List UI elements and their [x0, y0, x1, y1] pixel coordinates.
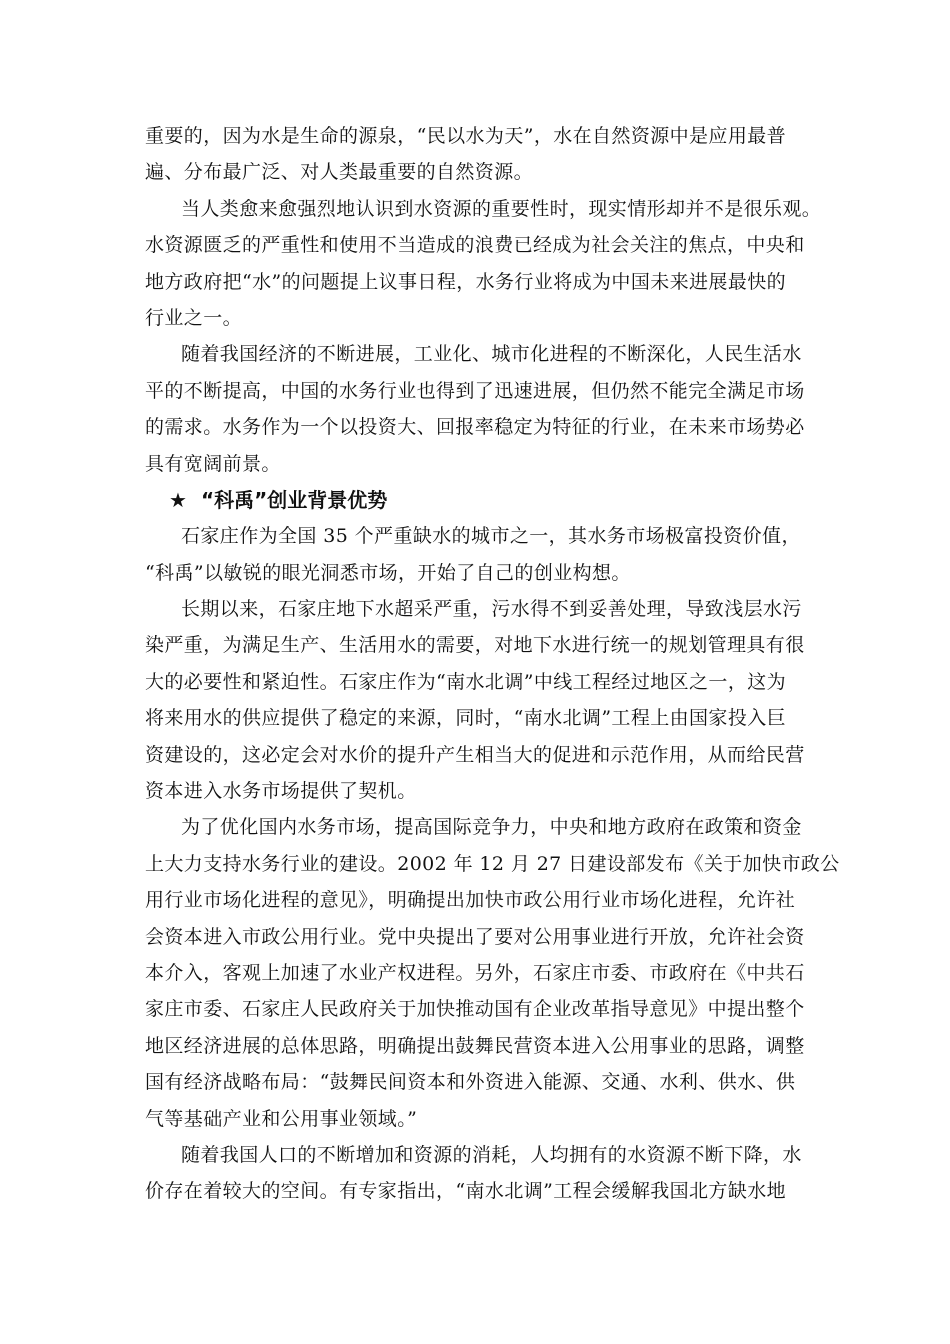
paragraph-line: 重要的，因为水是生命的源泉，“民以水为天”，水在自然资源中是应用最普: [145, 125, 787, 147]
paragraph-line: 石家庄作为全国 35 个严重缺水的城市之一，其水务市场极富投资价值，: [181, 525, 801, 548]
paragraph-line: 将来用水的供应提供了稳定的来源，同时，“南水北调”工程上由国家投入巨: [145, 707, 787, 730]
paragraph-line: 平的不断提高，中国的水务行业也得到了迅速进展，但仍然不能完全满足市场: [145, 379, 805, 402]
paragraph-2: [145, 191, 822, 337]
paragraph-line: 随着我国人口的不断增加和资源的消耗，人均拥有的水资源不断下降，水: [181, 1143, 802, 1166]
paragraph-line: 气等基础产业和公用事业领域。”: [145, 1107, 418, 1130]
paragraph-line: 水资源匮乏的严重性和使用不当造成的浪费已经成为社会关注的焦点，中央和: [145, 234, 805, 257]
paragraph-line: 行业之一。: [145, 306, 243, 329]
paragraph-line: 价存在着较大的空间。有专家指出，“南水北调”工程会缓解我国北方缺水地: [145, 1180, 787, 1203]
document-page: [145, 118, 840, 1210]
paragraph-line: 长期以来，石家庄地下水超采严重，污水得不到妥善处理，导致浅层水污: [181, 598, 802, 621]
paragraph-line: 上大力支持水务行业的建设。2002 年 12 月 27 日建设部发布《关于加快市政公: [145, 852, 840, 875]
paragraph-line: 遍、分布最广泛、对人类最重要的自然资源。: [145, 161, 534, 184]
paragraph-line: 的需求。水务作为一个以投资大、回报率稳定为特征的行业，在未来市场势必: [145, 416, 805, 439]
paragraph-line: 随着我国经济的不断进展，工业化、城市化进程的不断深化，人民生活水: [181, 343, 802, 366]
paragraph-line: 地方政府把“水”的问题提上议事日程，水务行业将成为中国未来进展最快的: [145, 270, 787, 293]
paragraph-6: [145, 809, 840, 1137]
paragraph-4: [145, 518, 810, 591]
paragraph-line: 资建设的，这必定会对水价的提升产生相当大的促进和示范作用，从而给民营: [145, 743, 805, 766]
paragraph-line: 会资本进入市政公用行业。党中央提出了要对公用事业进行开放，允许社会资: [145, 925, 805, 948]
star-icon: ★: [169, 487, 187, 512]
paragraph-line: “科禹”以敏锐的眼光洞悉市场，开始了自己的创业构想。: [145, 561, 631, 584]
paragraph-line: 为了优化国内水务市场，提高国际竞争力，中央和地方政府在政策和资金: [181, 816, 802, 839]
paragraph-line: 国有经济战略布局：“鼓舞民间资本和外资进入能源、交通、水利、供水、供: [145, 1071, 796, 1094]
paragraph-line: 染严重，为满足生产、生活用水的需要，对地下水进行统一的规划管理具有很: [145, 634, 805, 657]
paragraph-line: 用行业市场化进程的意见》，明确提出加快市政公用行业市场化进程，允许社: [145, 889, 796, 912]
paragraph-3: [145, 336, 810, 482]
paragraph-line: 本介入，客观上加速了水业产权进程。另外，石家庄市委、市政府在《中共石: [145, 961, 805, 984]
section-heading-text: “科禹”创业背景优势: [200, 487, 388, 512]
paragraph-1: [145, 118, 810, 191]
paragraph-line: 家庄市委、石家庄人民政府关于加快推动国有企业改革指导意见》中提出整个: [145, 998, 805, 1021]
paragraph-line: 当人类愈来愈强烈地认识到水资源的重要性时，现实情形却并不是很乐观。: [181, 197, 822, 220]
paragraph-line: 地区经济进展的总体思路，明确提出鼓舞民营资本进入公用事业的思路，调整: [145, 1034, 805, 1057]
section-heading: [145, 482, 810, 518]
paragraph-line: 资本进入水务市场提供了契机。: [145, 780, 417, 803]
paragraph-line: 具有宽阔前景。: [145, 452, 281, 475]
paragraph-7: [145, 1137, 810, 1210]
paragraph-5: [145, 591, 810, 809]
paragraph-line: 大的必要性和紧迫性。石家庄作为“南水北调”中线工程经过地区之一，这为: [145, 670, 787, 693]
